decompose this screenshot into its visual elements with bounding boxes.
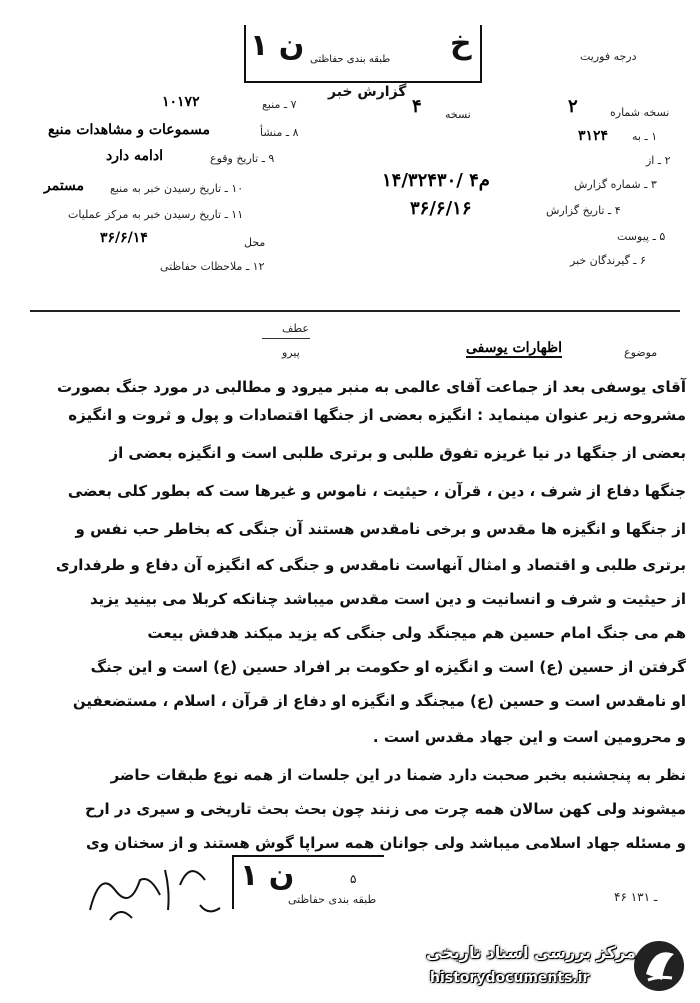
stamp-classification-label: طبقه بندی حفاظتی [310,54,391,65]
copy-number-label: نسخه شماره [610,106,670,119]
report-date-label: ۴ ـ تاریخ گزارش [546,204,621,217]
report-date-value: ۳۶/۶/۱۶ [410,198,472,219]
body-line: میشوند ولی کهن سالان همه چرت می زنند چون بحث بحث تاریخی و سیری در ارح [85,800,686,818]
source-value: ۱۰۱۷۲ [162,94,200,110]
copy-number-value: ۲ [568,96,578,117]
source-receipt-date-label: ۱۰ ـ تاریخ رسیدن خبر به منبع [110,182,244,195]
watermark-org-name: مرکز بررسی اسناد تاریخی [426,943,636,962]
bottom-stamp-small: ۵ [350,872,357,886]
origin-label: ۸ ـ منشأ [260,126,299,139]
body-line: از جنگها و انگیزه ها مقدس و برخی نامقدس هستند آن جنگی که بخاطر حب نفس و [75,520,686,538]
to-label: ۱ ـ به [632,130,658,143]
event-date-value: ادامه دارد [106,148,164,164]
page-code: ۴۶ ـ ۱۳۱ [614,890,658,904]
body-line: و محرومین است و این جهاد مقدس است . [372,728,686,746]
body-line: هم می جنگ امام حسین هم میجنگد ولی جنگی که یزید میکند هدفش بیعت [147,624,686,642]
priority-label: درجه فوریت [580,50,637,63]
stamp-mark-left: ۱ ن [250,28,305,63]
subject-value: اظهارات یوسفی [466,340,563,356]
subject-label: موضوع [624,346,658,359]
body-line: گرفتن از حسین (ع) است و انگیزه او حکومت بر افراد حسین (ع) است و این جنگ [90,658,686,676]
body-line: جنگها دفاع از شرف ، دین ، قرآن ، حیثیت ، ناموس و غیرها ست که بطور کلی بعضی [67,482,686,500]
bottom-stamp-mark: ن ۱ [240,858,295,893]
body-line: برتری طلبی و اقتصاد و امثال آنهاست نامقدس و جنگی که انگیزه آن دفاع و طرفداری [55,556,686,574]
report-title: گزارش خبر [328,84,407,100]
body-line: آقای یوسفی بعد از جماعت آقای عالمی به منبر میرود و مطالبی در مورد جنگ بصورت [56,378,686,396]
copies-label: نسخه [445,108,471,121]
to-value: ۳۱۲۴ [578,128,609,144]
copies-value: ۴ [412,96,422,117]
body-line: او نامقدس است و حسین (ع) میجنگد و انگیزه او دفاع از قرآن ، اسلام ، مستضعفین [72,692,686,710]
recipients-label: ۶ ـ گیرندگان خبر [570,254,646,267]
location-value: ۳۶/۶/۱۴ [100,230,148,246]
peyro-label: پیرو [282,346,300,359]
archive-logo-icon [628,936,690,996]
from-label: ۲ ـ از [646,154,671,167]
bottom-stamp-classification: طبقه بندی حفاظتی [288,893,377,906]
body-line: نظر به پنجشنبه بخبر صحبت دارد ضمنا در این جلسات از همه نوع طبقات حاضر [110,766,686,784]
event-date-label: ۹ ـ تاریخ وقوع [210,152,275,165]
report-number-label: ۳ ـ شماره گزارش [574,178,657,191]
attachment-label: ۵ ـ پیوست [617,230,666,243]
body-line: و مسئله جهاد اسلامی میباشد ولی جوانان همه سراپا گوش هستند و از سخنان وی [86,834,686,852]
atf-label: عطف [282,322,309,335]
body-line: از حیثیت و شرف و انسانیت و دین است مقدس میباشد چنانکه کربلا می بینید یزید [89,590,686,608]
watermark-url: historydocuments.ir [430,970,590,986]
body-line: مشروحه زیر عنوان مینماید : انگیزه بعضی از جنگها اقتصادات و پول و ثروت و انگیزه [68,406,686,424]
stamp-mark-right: خ [450,26,472,61]
body-line: بعضی از جنگها در نیا غریزه تفوق طلبی و برتری طلبی است و انگیزه بعضی از [109,444,686,462]
ops-receipt-date-label: ۱۱ ـ تاریخ رسیدن خبر به مرکز عملیات [68,208,244,221]
source-receipt-date-value: مستمر [44,178,85,194]
origin-value: مسموعات و مشاهدات منبع [48,122,210,138]
security-notes-label: ۱۲ ـ ملاحظات حفاظتی [160,260,265,273]
header-divider [30,310,680,312]
report-number-value: ۱۴/۳۲۴۳۰/ ۴م [382,170,490,191]
source-label: ۷ ـ منبع [262,98,297,111]
signature [70,850,230,930]
ref-divider [262,338,310,339]
location-label: محل [244,236,266,249]
